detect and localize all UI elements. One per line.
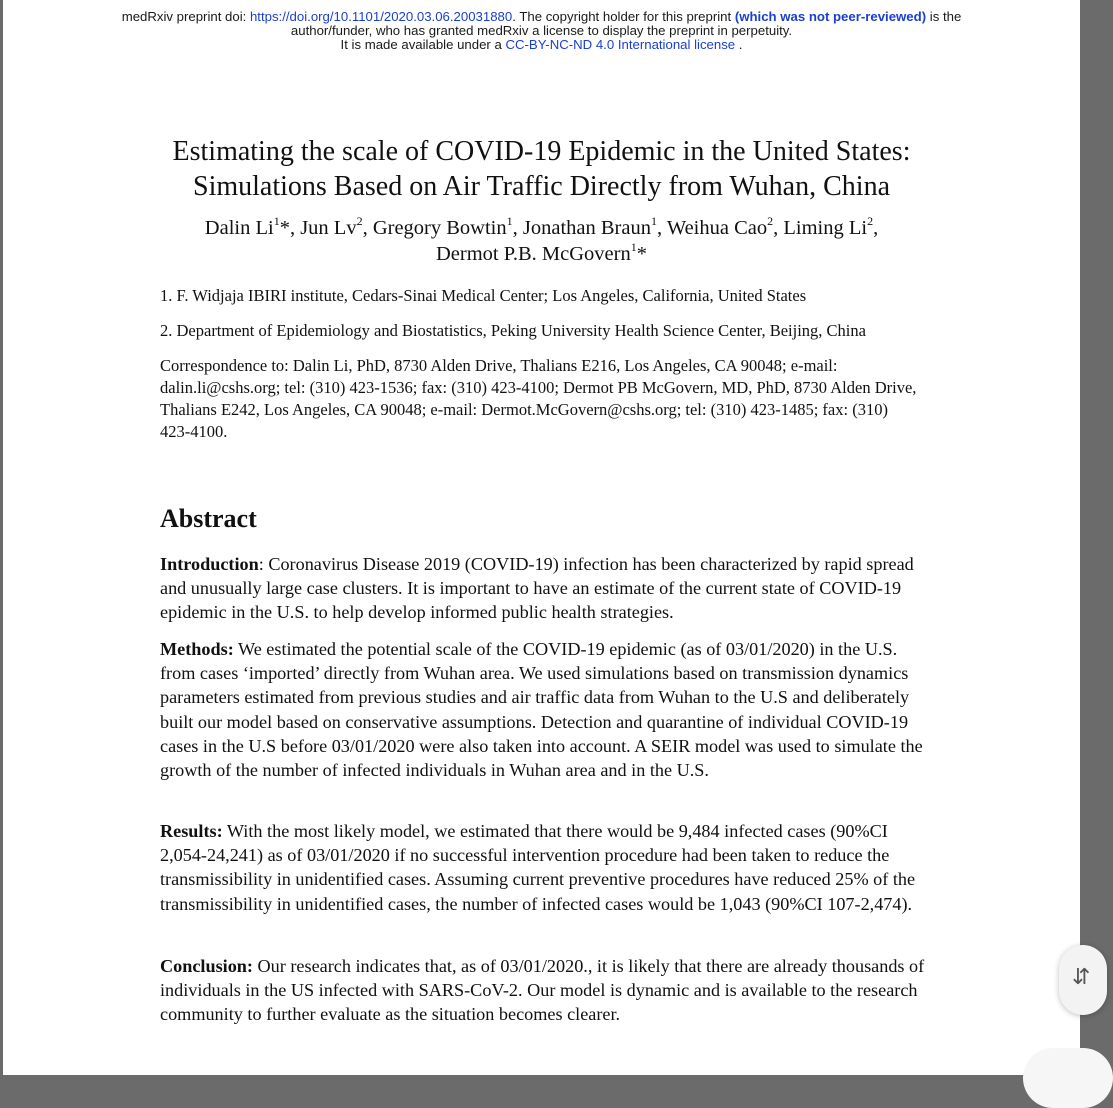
corner-overlay (1023, 1048, 1113, 1108)
title-line-1: Estimating the scale of COVID-19 Epidemic in the United States: (172, 136, 911, 167)
author: Jonathan Braun$^1$, (522, 214, 667, 239)
banner-line-3: It is made available under a CC-BY-NC-ND 4.0 International license . (340, 37, 743, 52)
author-line-2 (3, 241, 1080, 267)
author-list (3, 215, 1080, 267)
author: Dermot P.B. McGovern$^1$* (436, 240, 647, 265)
banner-line-2: author/funder, who has granted medRxiv a license to display the preprint in perpetuity. (290, 23, 793, 38)
peer-review-note: (which was not peer-reviewed) (734, 9, 927, 24)
author: Jun Lv$^2$, (300, 214, 373, 239)
results-text: With the most likely model, we estimated that there would be 9,484 infected cases (90%CI 2,054-24,241) as of 03/01/2020 if no successful intervention procedure had been taken to reduce the transmissibility in unidentified cases. Assuming current preventive procedures have reduced 25% of the transmissibility in unidentified cases, the number of infected cases would be 1,043 (90%CI 107-2,474). (160, 821, 916, 914)
methods-label: Methods: (160, 639, 234, 659)
conclusion-label: Conclusion: (160, 956, 253, 976)
author: Gregory Bowtin$^1$, (372, 214, 523, 239)
banner-line-1: medRxiv preprint doi: https://doi.org/10.1101/2020.03.06.20031880. The copyright holder for this preprint (which was not peer-reviewed) is the (121, 9, 962, 24)
author: Dalin Li$^1$*, (204, 214, 301, 239)
abstract-conclusion (160, 954, 925, 1027)
license-link[interactable]: CC-BY-NC-ND 4.0 International license (505, 37, 736, 52)
introduction-label: Introduction (160, 554, 259, 574)
abstract-results (160, 819, 925, 916)
correspondence: Correspondence to: Dalin Li, PhD, 8730 Alden Drive, Thalians E216, Los Angeles, CA 90048; e-mail: dalin.li@cshs.org; tel: (310) 423-1536; fax: (310) 423-4100; Dermot PB McGovern, MD, PhD, 8730 Alden Drive, Thalians E242, Los Angeles, CA 90048; e-mail: Dermot.McGovern@cshs.org; tel: (310) 423-1485; fax: (310) 423-4100. (160, 356, 917, 441)
abstract-methods (160, 637, 925, 782)
abstract-introduction (160, 552, 925, 625)
page-scroll-handle[interactable] (1059, 945, 1107, 1015)
doi-link[interactable]: https://doi.org/10.1101/2020.03.06.20031880 (249, 9, 513, 24)
pdf-page (3, 0, 1091, 1075)
medrxiv-banner (3, 10, 1080, 52)
author: Liming Li$^2$, (783, 214, 879, 239)
methods-text: We estimated the potential scale of the COVID-19 epidemic (as of 03/01/2020) in the U.S. from cases ‘imported’ directly from Wuhan area. We used simulations based on transmission dynamics parameters estimated from previous studies and air traffic data from Wuhan to the U.S and deliberately built our model based on conservative assumptions. Detection and quarantine of individual COVID-19 cases in the U.S before 03/01/2020 were also taken into account. A SEIR model was used to simulate the growth of the number of infected individuals in Wuhan area and in the U.S. (160, 639, 923, 781)
scroll-arrows-icon: ⇵ (1072, 965, 1091, 990)
affiliation-1: 1. F. Widjaja IBIRI institute, Cedars-Sinai Medical Center; Los Angeles, California, United States (160, 286, 807, 305)
abstract-heading: Abstract (160, 504, 257, 533)
title-line-2: Simulations Based on Air Traffic Directly from Wuhan, China (193, 171, 890, 202)
introduction-text: : Coronavirus Disease 2019 (COVID-19) infection has been characterized by rapid spread and unusually large case clusters. It is important to have an estimate of the current state of COVID-19 epidemic in the U.S. to help develop informed public health strategies. (160, 554, 914, 623)
paper-title (3, 134, 1080, 204)
affiliation-2: 2. Department of Epidemiology and Biostatistics, Peking University Health Science Center, Beijing, China (160, 321, 866, 340)
conclusion-text: Our research indicates that, as of 03/01/2020., it is likely that there are already thousands of individuals in the US infected with SARS-CoV-2. Our model is dynamic and is available to the research community to further evaluate as the situation becomes clearer. (160, 956, 925, 1025)
author-line-1 (3, 215, 1080, 241)
results-label: Results: (160, 821, 223, 841)
author: Weihua Cao$^2$, (666, 214, 784, 239)
